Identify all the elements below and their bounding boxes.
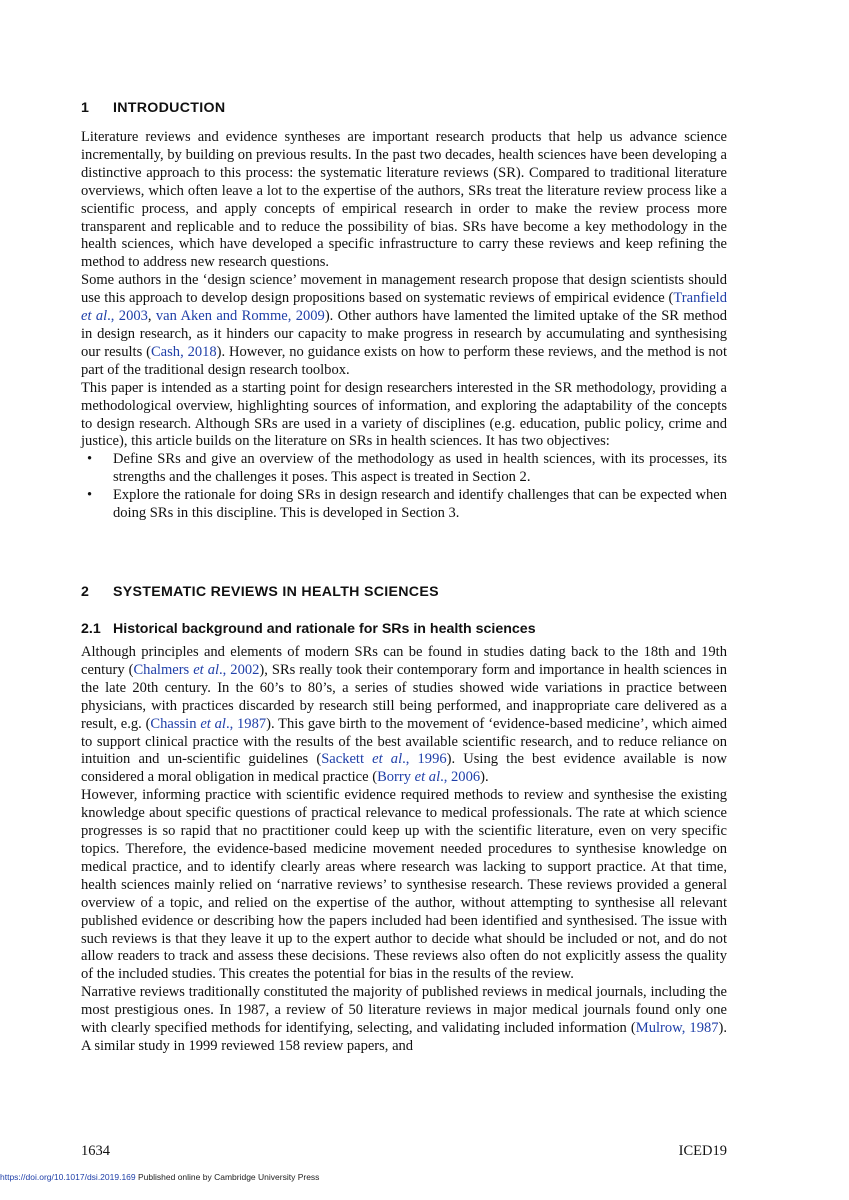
introduction-body	[81, 129, 727, 523]
historical-paragraph-3: Narrative reviews traditionally constituted the majority of published reviews in medical journals, including the most prestigious ones. In 1987, a review of 50 literature reviews in major medical journals found only one with clearly specified methods for identifying, selecting, and validating included information (Mulrow, 1987). A similar study in 1999 reviewed 158 review papers, and	[81, 984, 727, 1054]
bullet-icon: •	[87, 487, 93, 504]
page-number: 1634	[81, 1143, 110, 1159]
conference-label: ICED19	[678, 1143, 727, 1159]
subsection-number: 2.1	[81, 621, 101, 637]
section-number: 1	[81, 100, 90, 116]
publisher-note: Published online by Cambridge University Press	[135, 1172, 320, 1182]
bullet-icon: •	[87, 451, 93, 468]
section-number: 2	[81, 584, 90, 600]
doi-footer	[0, 1172, 319, 1182]
citation-chassin[interactable]: Chassin et al., 1987	[150, 715, 267, 732]
citation-van-aken[interactable]: van Aken and Romme, 2009	[155, 308, 325, 325]
list-item: • Explore the rationale for doing SRs in design research and identify challenges that can be expected when doing SRs in this discipline. This is developed in Section 3.	[87, 487, 727, 522]
doi-link[interactable]: https://doi.org/10.1017/dsi.2019.169	[0, 1172, 136, 1182]
citation-tranfield[interactable]: Tranfield et al., 2003	[81, 290, 727, 325]
citation-borry[interactable]: Borry et al., 2006	[377, 769, 481, 786]
intro-paragraph-2: Some authors in the ‘design science’ movement in management research propose that design scientists should use this approach to develop design propositions based on systematic reviews of empirical evidence (Tranfield et al., 2003, van Aken and Romme, 2009). Other authors have lamented the limited uptake of the SR method in design research, as it hinders our capacity to make progress in research by accumulating and synthesising our results (Cash, 2018). However, no guidance exists on how to perform these reviews, and the method is not part of the traditional design research toolbox.	[81, 272, 727, 378]
citation-cash[interactable]: Cash, 2018	[150, 343, 217, 360]
historical-body	[81, 644, 727, 1056]
section-title: SYSTEMATIC REVIEWS IN HEALTH SCIENCES	[113, 584, 439, 600]
section-title: INTRODUCTION	[113, 100, 226, 116]
intro-paragraph-1: Literature reviews and evidence syntheses are important research products that help us advance science incrementally, by building on previous results. In the past two decades, health sciences have been developing a distinctive approach to this process: the systematic literature reviews (SR). Compared to traditional literature overviews, which often leave a lot to the expertise of the authors, SRs treat the literature review process like a scientific process, and apply concepts of empirical research in order to make the review process more transparent and replicable and to reduce the possibility of bias. SRs have become a key methodology in the health sciences, which have developed a specific infrastructure to carry these reviews and keep refining the method to address new research questions.	[81, 129, 727, 271]
citation-mulrow[interactable]: Mulrow, 1987	[635, 1020, 719, 1037]
citation-chalmers[interactable]: Chalmers et al., 2002	[133, 661, 260, 678]
section-heading-introduction	[81, 100, 225, 116]
historical-paragraph-1: Although principles and elements of modern SRs can be found in studies dating back to the 18th and 19th century (Chalmers et al., 2002), SRs really took their contemporary form and importance in health sciences in the late 20th century. In the 60’s to 80’s, a series of studies showed wide variations in practice between physicians, with practices discarded by research still being performed, and inappropriate care delivered as a result, e.g. (Chassin et al., 1987). This gave birth to the movement of ‘evidence-based medicine’, which aimed to support clinical practice with the results of the best available scientific research, and to reduce reliance on intuition and un-scientific guidelines (Sackett et al., 1996). Using the best evidence available is now considered a moral obligation in medical practice (Borry et al., 2006).	[81, 644, 728, 786]
section-heading-systematic-reviews	[81, 584, 439, 600]
citation-sackett[interactable]: Sackett et al., 1996	[321, 751, 447, 768]
objectives-list	[81, 451, 727, 523]
historical-paragraph-2: However, informing practice with scientific evidence required methods to review and synthesise the existing knowledge about specific questions of practical relevance to medical professionals. The rate at which science progresses is so rapid that no practitioner could keep up with the scientific literature, even on very specific topics. Therefore, the evidence-based medicine movement needed procedures to synthesise knowledge on medical practice, and to identify clearly areas where research was lacking to support practice. At that time, health sciences mainly relied on ‘narrative reviews’ to synthesise research. These reviews provided a general overview of a topic, and relied on the expertise of the author, without attempting to synthesise all relevant published evidence or describing how the papers included had been identified and synthesised. The issue with such reviews is that they leave it up to the expert author to decide what should be included or not, and do not allow readers to track and assess these decisions. These reviews also often do not explicitly assess the quality of the included studies. This creates the potential for bias in the results of the review.	[81, 787, 727, 983]
subsection-title: Historical background and rationale for SRs in health sciences	[113, 621, 536, 637]
intro-paragraph-3: This paper is intended as a starting point for design researchers interested in the SR methodology, providing a methodological overview, highlighting sources of information, and exploring the adaptability of the concepts to design research. Although SRs are used in a variety of disciplines (e.g. education, public policy, crime and justice), this article builds on the literature on SRs in health sciences. It has two objectives:	[81, 379, 727, 450]
subsection-heading-historical	[81, 621, 536, 637]
list-item: • Define SRs and give an overview of the methodology as used in health sciences, with its processes, its strengths and the challenges it poses. This aspect is treated in Section 2.	[87, 451, 727, 486]
